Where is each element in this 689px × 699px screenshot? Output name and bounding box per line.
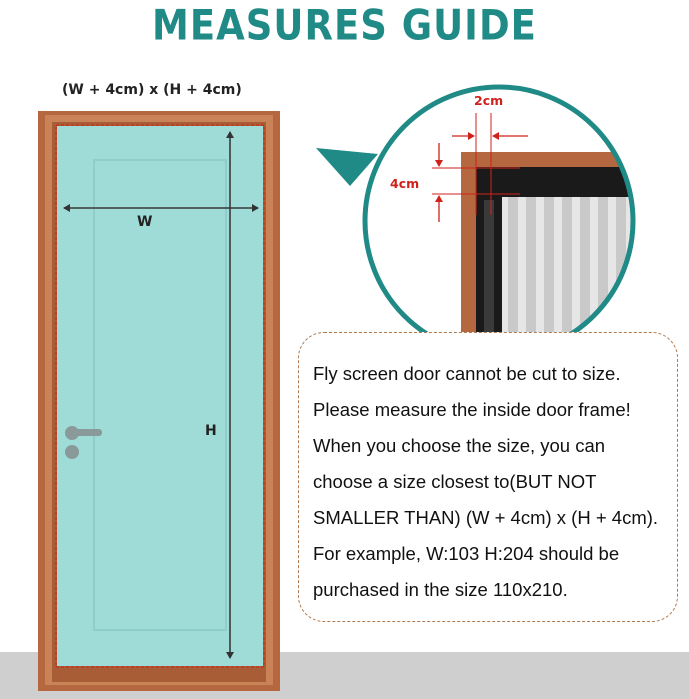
gap-2cm-label: 2cm	[474, 93, 504, 108]
info-line: purchased in the size 110x210.	[313, 579, 568, 600]
page-title: MEASURES GUIDE	[152, 1, 537, 50]
callout-pointer	[316, 148, 378, 186]
dimension-formula-label: (W + 4cm) x (H + 4cm)	[62, 82, 242, 98]
info-line: For example, W:103 H:204 should be	[313, 543, 620, 564]
info-box	[298, 332, 678, 622]
width-label: W	[137, 214, 153, 230]
door-leaf	[57, 126, 263, 666]
height-label: H	[205, 423, 217, 439]
info-line: Fly screen door cannot be cut to size.	[313, 363, 621, 384]
info-line: Please measure the inside door frame!	[313, 399, 631, 420]
info-line: choose a size closest to(BUT NOT	[313, 471, 597, 492]
info-line: When you choose the size, you can	[313, 435, 606, 456]
info-line: SMALLER THAN) (W + 4cm) x (H + 4cm).	[313, 507, 659, 528]
gap-4cm-label: 4cm	[390, 176, 420, 191]
